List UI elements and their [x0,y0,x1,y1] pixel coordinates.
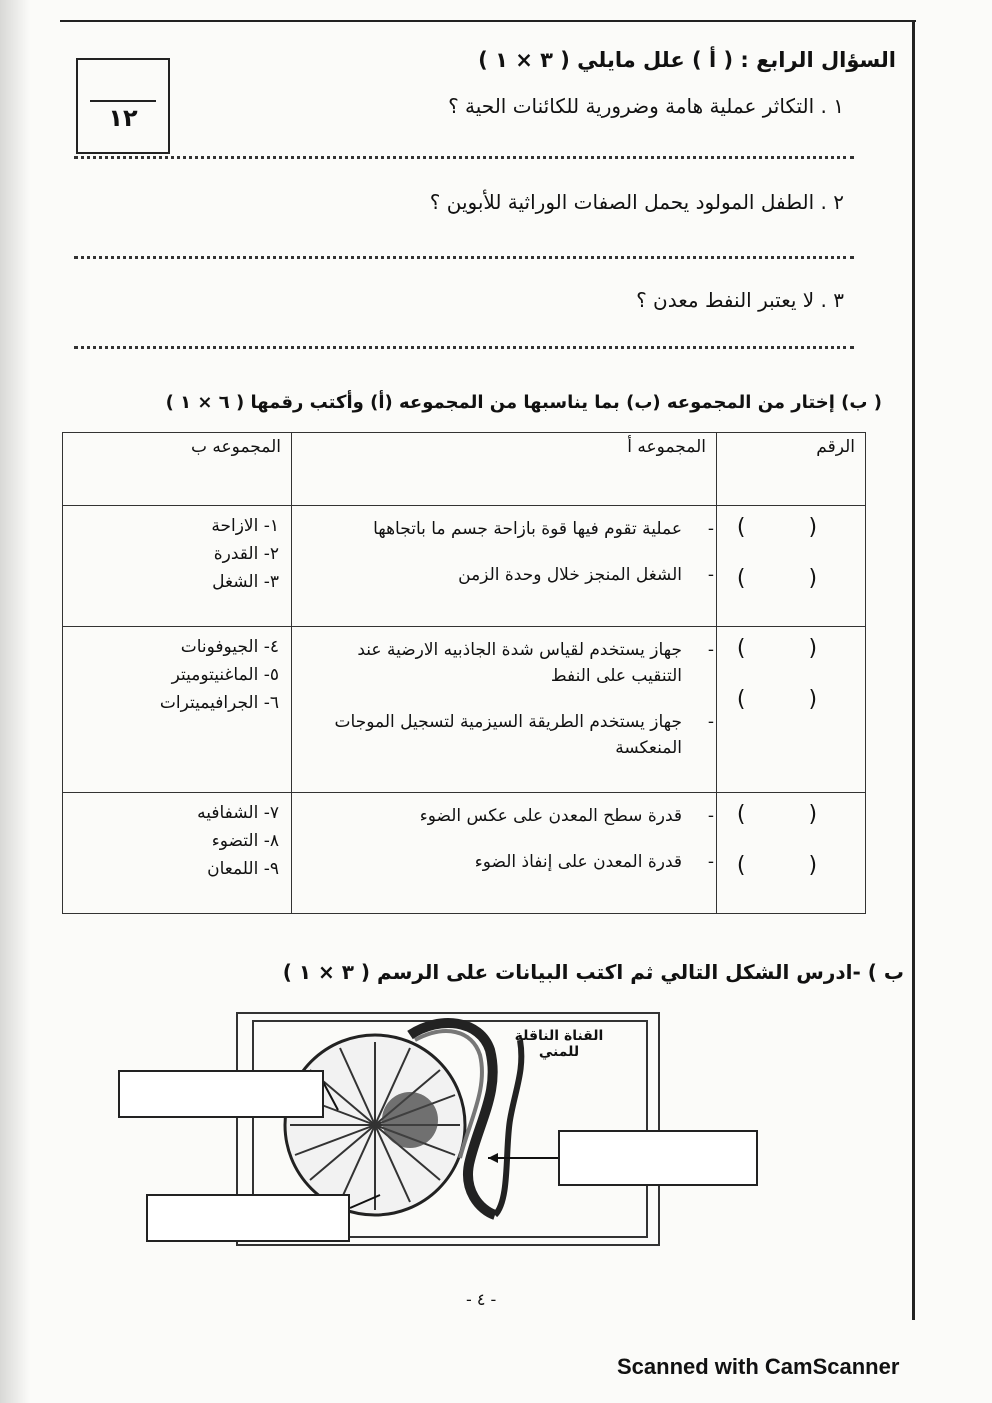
page-border-top [60,20,916,22]
header-group-a: المجموعه أ [292,433,717,506]
group-b-item: ٤- الجيوفونات [180,637,279,657]
header-number: الرقم [717,433,866,506]
q4-item-3: ٣ . لا يعتبر النفط معدن ؟ [636,288,844,312]
group-a-item: الشغل المنجز خلال وحدة الزمن [458,565,682,585]
table-row: ( ) ( ) - عملية تقوم فيها قوة بازاحة جسم ما باتجاهها - الشغل المنجز خلال وحدة الزمن ١- الازاحة ٢- القدرة ٣- الشغل [63,506,866,627]
label-box-1[interactable] [118,1070,324,1118]
label-box-2[interactable] [558,1130,758,1186]
score-value: ١٢ [108,104,138,132]
question-4-title: السؤال الرابع : ( أ ) علل مايلي ( ٣ × ١ ) [478,48,896,72]
page-number: - ٤ - [466,1290,497,1309]
part-c-title: ب ) -ادرس الشكل التالي ثم اكتب البيانات على الرسم ( ٣ × ١ ) [282,960,904,984]
answer-slot[interactable]: ( ) [736,687,846,712]
answer-slot[interactable]: ( ) [736,801,846,827]
group-a-item: قدرة سطح المعدن على عكس الضوء [419,805,682,826]
group-a-item: جهاز يستخدم لقياس شدة الجاذبيه الارضية عند التنقيب على النفط [357,640,682,686]
group-b-item: ١- الازاحة [211,516,279,536]
group-b-item: ٣- الشغل [212,572,279,592]
table-row: ( ) ( ) - جهاز يستخدم لقياس شدة الجاذبيه الارضية عند التنقيب على النفط - جهاز يستخدم الطريقة السيزمية لتسجيل الموجات المنعكسة ٤- الجيوفونات ٥- الماغنيتوميتر ٦- الجرافيميترات [63,627,866,793]
figure-label: القناة الناقلة للمني [514,1028,604,1060]
label-box-3[interactable] [146,1194,350,1242]
group-b-item: ٥- الماغنيتوميتر [171,665,279,685]
group-b-item: ٩- اللمعان [207,858,279,879]
scan-edge [0,0,30,1403]
answer-line-3[interactable] [74,346,854,349]
matching-table [62,432,866,914]
page-border-right [912,20,915,1320]
header-group-b: المجموعه ب [63,433,292,506]
answer-slot[interactable]: ( ) [736,566,846,591]
group-a-item: قدرة المعدن على إنفاذ الضوء [474,851,682,872]
q4-item-2: ٢ . الطفل المولود يحمل الصفات الوراثية للأبوين ؟ [429,190,844,214]
score-box [76,58,170,154]
table-row: ( ) ( ) - قدرة سطح المعدن على عكس الضوء - قدرة المعدن على إنفاذ الضوء ٧- الشفافيه ٨- التضوء ٩- اللمعان [63,792,866,913]
answer-slot[interactable]: ( ) [736,636,846,661]
group-b-item: ٦- الجرافيميترات [159,693,279,713]
part-b-title: ( ب) إختار من المجموعه (ب) بما يناسبها من المجموعه (أ) وأكتب رقمها ( ٦ × ١ ) [165,392,882,413]
vas-deferens-icon [495,1040,521,1215]
camscanner-footer: Scanned with CamScanner [617,1354,900,1379]
answer-slot[interactable]: ( ) [736,852,846,878]
group-b-item: ٢- القدرة [213,544,279,564]
group-b-item: ٧- الشفافيه [197,802,279,823]
answer-line-1[interactable] [74,156,854,159]
answer-slot[interactable]: ( ) [736,515,846,540]
group-b-item: ٨- التضوء [211,830,279,851]
group-a-item: جهاز يستخدم الطريقة السيزمية لتسجيل الموجات المنعكسة [334,712,682,758]
group-a-item: عملية تقوم فيها قوة بازاحة جسم ما باتجاهها [373,519,682,539]
answer-line-2[interactable] [74,256,854,259]
q4-item-1: ١ . التكاثر عملية هامة وضرورية للكائنات الحية ؟ [448,94,844,118]
